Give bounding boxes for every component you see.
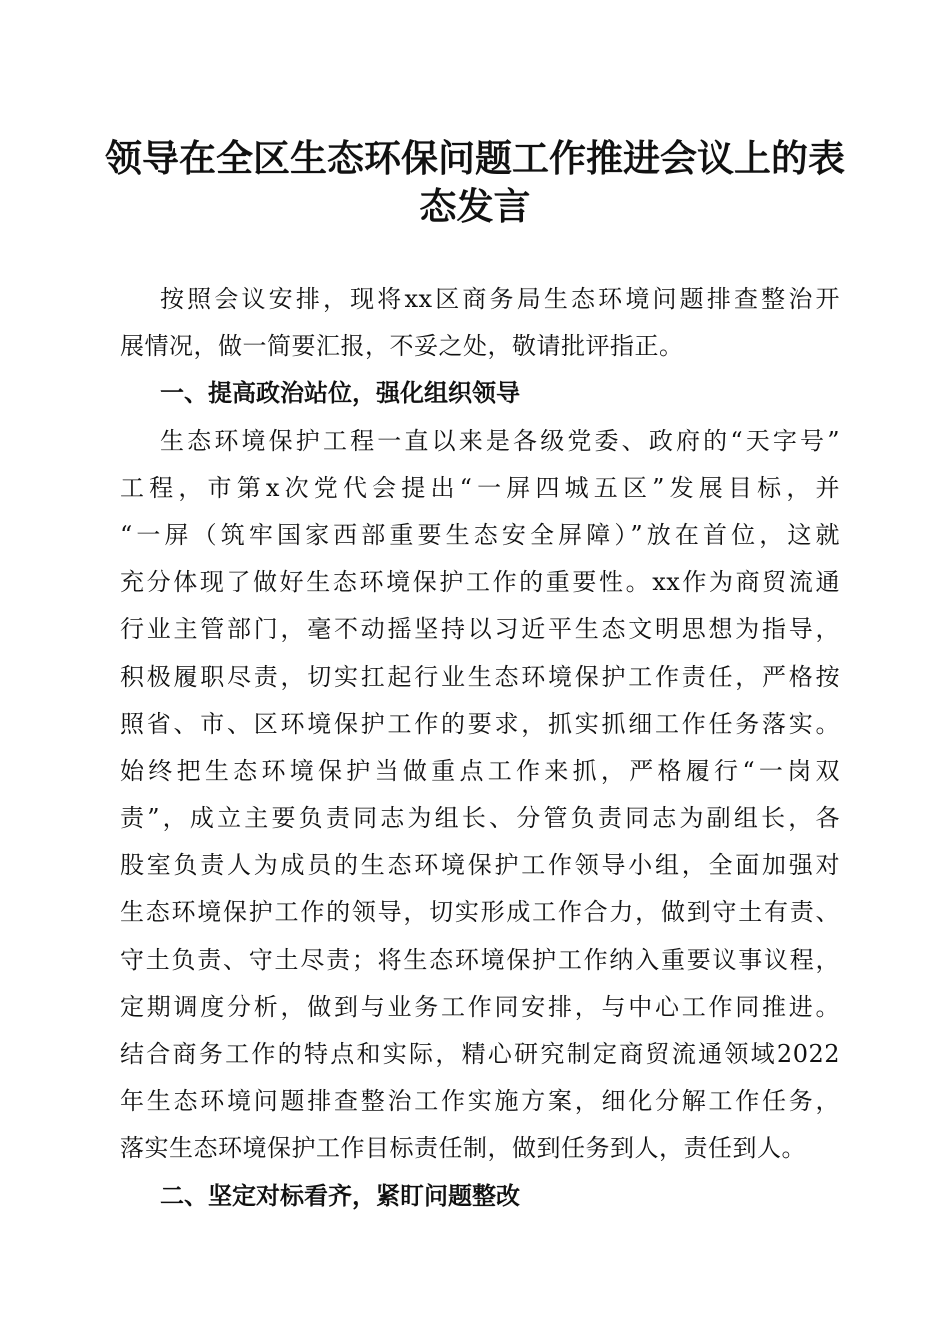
document-title	[100, 134, 850, 230]
section-1-line: 守土负责、守土尽责；将生态环境保护工作纳入重要议事议程，	[120, 945, 840, 974]
title-line-1: 领导在全区生态环保问题工作推进会议上的表	[105, 136, 845, 180]
section-1-line: 充分体现了做好生态环境保护工作的重要性。xx作为商贸流通	[120, 568, 840, 597]
section-1-line: 定期调度分析，做到与业务工作同安排，与中心工作同推进。	[120, 992, 840, 1021]
section-1-line: 年生态环境问题排查整治工作实施方案，细化分解工作任务，	[120, 1087, 840, 1116]
section-1-line: 生态环境保护工作的领导，切实形成工作合力，做到守土有责、	[120, 898, 840, 927]
section-1-line: 行业主管部门，毫不动摇坚持以习近平生态文明思想为指导，	[120, 615, 840, 644]
document-body	[120, 276, 840, 1220]
section-1-line: 落实生态环境保护工作目标责任制，做到任务到人，责任到人。	[120, 1134, 806, 1163]
section-2-heading: 二、坚定对标看齐，紧盯问题整改	[160, 1181, 520, 1210]
section-1-line: 积极履职尽责，切实扛起行业生态环境保护工作责任，严格按	[120, 662, 840, 691]
intro-line-1: 按照会议安排，现将xx区商务局生态环境问题排查整治开	[160, 285, 840, 313]
title-line-2: 态发言	[419, 184, 531, 228]
section-1-line: 责”，成立主要负责同志为组长、分管负责同志为副组长，各	[120, 804, 840, 833]
section-1-line: 生态环境保护工程一直以来是各级党委、政府的“天字号”	[160, 426, 840, 455]
section-1-line: “一屏（筑牢国家西部重要生态安全屏障）”放在首位，这就	[120, 520, 840, 549]
section-1-line: 股室负责人为成员的生态环境保护工作领导小组，全面加强对	[120, 851, 840, 880]
intro-line-2: 展情况，做一简要汇报，不妥之处，敬请批评指正。	[120, 332, 684, 361]
section-1-line: 照省、市、区环境保护工作的要求，抓实抓细工作任务落实。	[120, 709, 840, 738]
section-1-line: 结合商务工作的特点和实际，精心研究制定商贸流通领域2022	[120, 1040, 840, 1068]
section-1-heading: 一、提高政治站位，强化组织领导	[160, 379, 520, 408]
section-1-line: 始终把生态环境保护当做重点工作来抓，严格履行“一岗双	[120, 756, 840, 785]
section-1-line: 工程，市第x次党代会提出“一屏四城五区”发展目标，并	[120, 473, 840, 502]
